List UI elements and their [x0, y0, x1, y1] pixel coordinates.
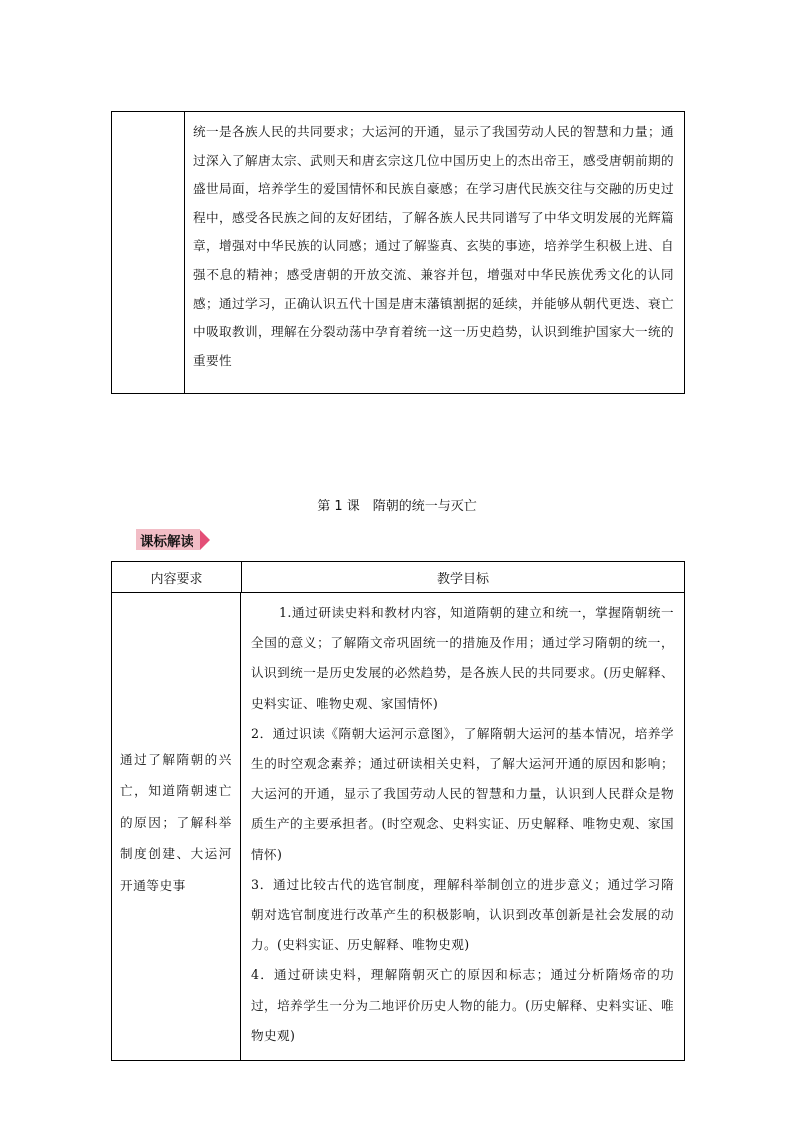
continued-table-empty-cell	[112, 112, 185, 393]
teaching-goals-cell	[241, 593, 684, 1060]
lesson-title: 第 1 课 隋朝的统一与灭亡	[317, 499, 477, 514]
header-teaching-goals: 教学目标	[436, 571, 489, 587]
table-header-row	[112, 562, 684, 593]
goal-item-3: 3．通过比较古代的选官制度，理解科举制创立的进步意义；通过学习隋朝对选官制度进行改革产生的积极影响，认识到改革创新是社会发展的动力。(史料实证、历史解释、唯物史观)	[251, 876, 674, 953]
goal-item-2: 2．通过识读《隋朝大运河示意图》，了解隋朝大运河的基本情况，培养学生的时空观念素养；通过研读相关史料，了解大运河开通的原因和影响；大运河的开通，显示了我国劳动人民的智慧和力量，认识到人民群众是物质生产的主要承担者。(时空观念、史料实证、历史解释、唯物史观、家国情怀)	[251, 725, 674, 862]
continued-table-text: 统一是各族人民的共同要求；大运河的开通，显示了我国劳动人民的智慧和力量；通过深入了解唐太宗、武则天和唐玄宗这几位中国历史上的杰出帝王，感受唐朝前期的盛世局面，培养学生的爱国情怀和民族自豪感；在学习唐代民族交往与交融的历史过程中，感受各民族之间的友好团结，了解各族人民共同谱写了中华文明发展的光辉篇章，增强对中华民族的认同感；通过了解鉴真、玄奘的事迹，培养学生积极上进、自强不息的精神；感受唐朝的开放交流、兼容并包，增强对中华民族优秀文化的认同感；通过学习，正确认识五代十国是唐末藩镇割据的延续，并能够从朝代更迭、衰亡中吸取教训，理解在分裂动荡中孕育着统一这一历史趋势，认识到维护国家大一统的重要性	[193, 124, 674, 368]
curriculum-table	[111, 561, 685, 1061]
table-row	[112, 593, 684, 1060]
header-content-requirement: 内容要求	[112, 562, 242, 592]
banner-arrow-tip-icon	[193, 530, 200, 550]
goal-item-1: 1.通过研读史料和教材内容，知道隋朝的建立和统一，掌握隋朝统一全国的意义；了解隋文帝巩固统一的措施及作用；通过学习隋朝的统一，认识到统一是历史发展的必然趋势，是各族人民的共同要求。(历史解释、史料实证、唯物史观、家国情怀)	[251, 605, 674, 711]
section-banner-label: 课标解读	[136, 529, 200, 550]
goal-item-4: 4．通过研读史料，理解隋朝灭亡的原因和标志；通过分析隋炀帝的功过，培养学生一分为二地评价历史人物的能力。(历史解释、史料实证、唯物史观)	[251, 967, 674, 1043]
banner-arrow-icon	[200, 530, 210, 550]
section-banner	[136, 529, 224, 550]
content-requirement-text: 通过了解隋朝的兴亡，知道隋朝速亡的原因；了解科举制度创建、大运河开通等史事	[120, 751, 232, 893]
continued-table	[111, 111, 685, 394]
content-requirement-cell	[112, 593, 241, 1060]
